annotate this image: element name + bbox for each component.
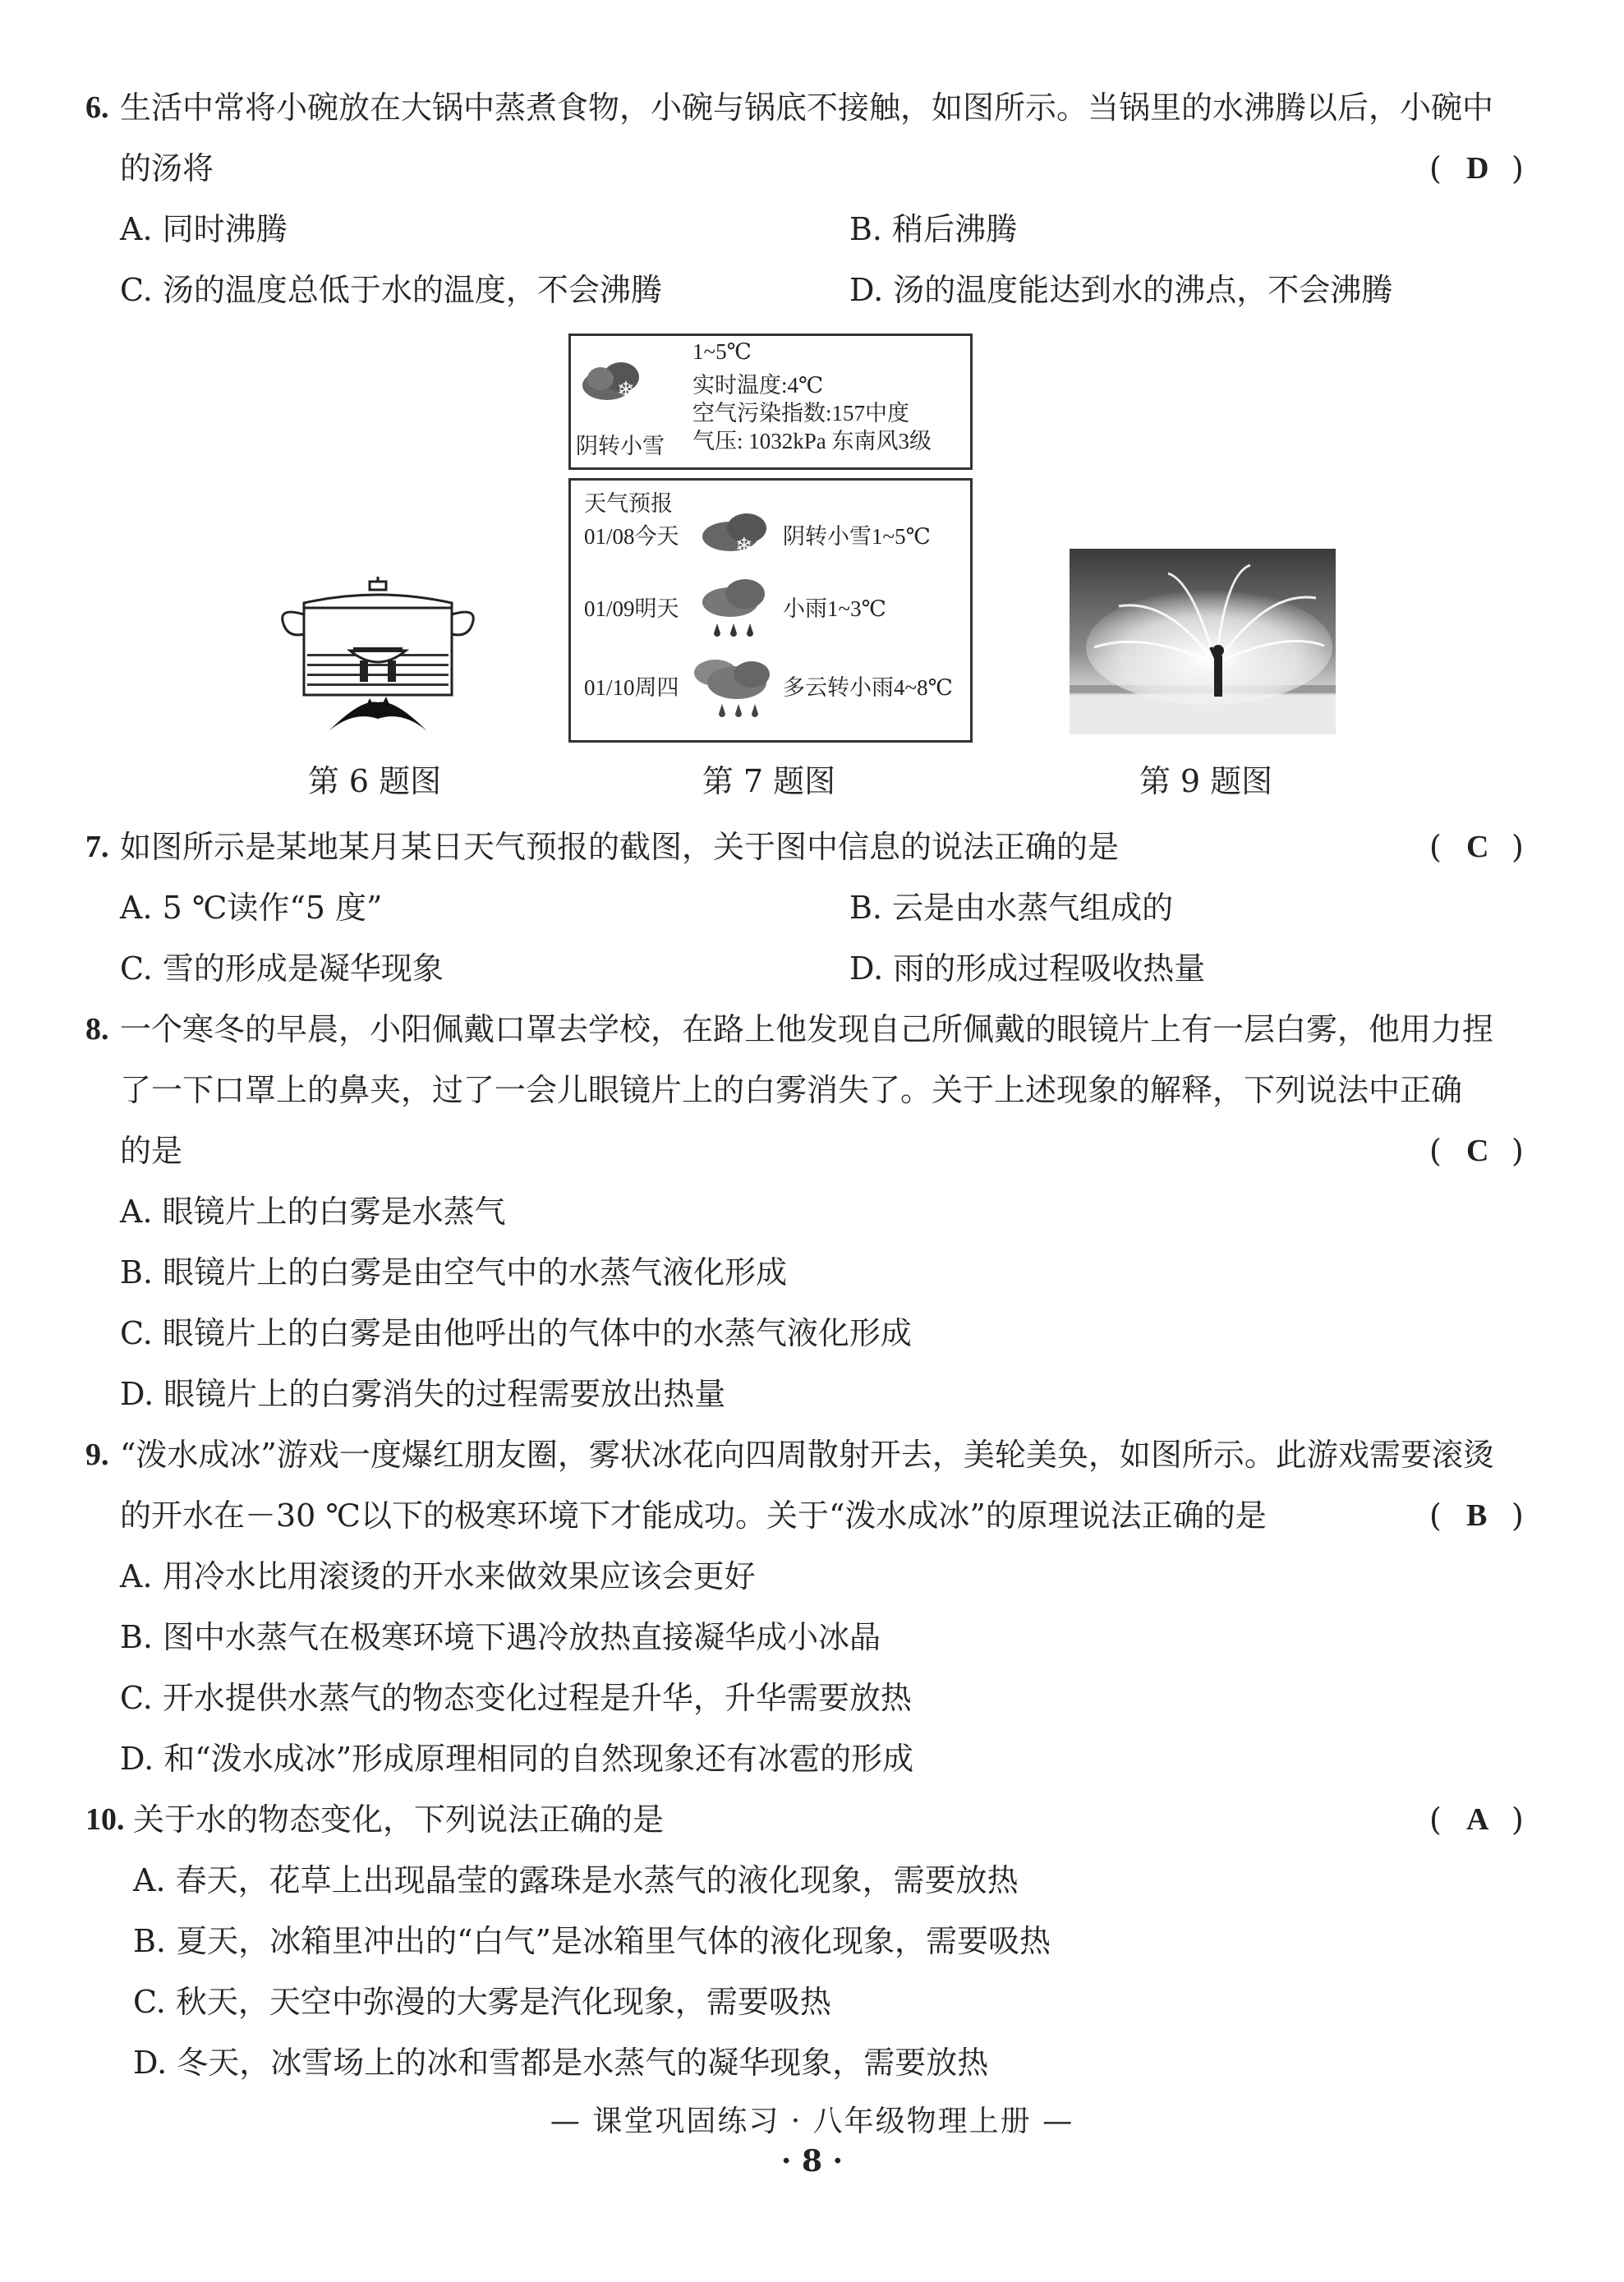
q10-option-d: D. 冬天，冰雪场上的冰和雪都是水蒸气的凝华现象，需要放热 <box>133 2045 989 2081</box>
forecast-title: 天气预报 <box>584 491 673 516</box>
q8-option-row <box>0 1244 1624 1301</box>
q9-number: 9. <box>85 1438 109 1472</box>
q6-number: 6. <box>85 90 109 125</box>
q10-answer: A <box>1466 1802 1489 1837</box>
q9-option-c: C. 开水提供水蒸气的物态变化过程是升华，升华需要放热 <box>120 1680 912 1716</box>
q9-option-d: D. 和“泼水成冰”形成原理相同的自然现象还有冰雹的形成 <box>120 1741 914 1777</box>
q8-answer: C <box>1466 1134 1489 1168</box>
q7-option-d: D. 雨的形成过程吸收热量 <box>849 950 1206 987</box>
q10-option-c: C. 秋天，天空中弥漫的大雾是汽化现象，需要吸热 <box>133 1984 831 2020</box>
q6-options-row2 <box>0 261 1624 319</box>
forecast-date: 01/10周四 <box>584 675 679 700</box>
forecast-desc: 阴转小雪1~5℃ <box>783 524 931 549</box>
weather-condition: 阴转小雪 <box>576 434 665 458</box>
q7-stem: 如图所示是某地某月某日天气预报的截图，关于图中信息的说法正确的是 <box>120 829 1120 865</box>
q8-stem: 一个寒冬的早晨，小阳佩戴口罩去学校，在路上他发现自己所佩戴的眼镜片上有一层白雾，他用力捏 <box>120 1011 1494 1047</box>
q10-option-b: B. 夏天，冰箱里冲出的“白气”是冰箱里气体的液化现象，需要吸热 <box>133 1923 1051 1959</box>
q7-option-b: B. 云是由水蒸气组成的 <box>849 890 1174 926</box>
weather-forecast-panel <box>568 478 973 743</box>
figure-7-caption: 第 7 题图 <box>702 763 836 799</box>
q7-number: 7. <box>85 830 109 864</box>
q9-option-row <box>0 1548 1624 1605</box>
q9-option-row <box>0 1608 1624 1666</box>
q7-option-a: A. 5 ℃读作“5 度” <box>120 890 383 926</box>
pollution-index: 空气污染指数:157中度 <box>692 401 910 426</box>
q8-option-row <box>0 1365 1624 1423</box>
q9-stem-cont: 的开水在－30 ℃以下的极寒环境下才能成功。关于“泼水成冰”的原理说法正确的是 <box>120 1498 1267 1534</box>
q7-answer: C <box>1466 830 1489 864</box>
q9-option-row <box>0 1730 1624 1787</box>
q6-options-row1 <box>0 200 1624 258</box>
forecast-date: 01/08今天 <box>584 524 679 549</box>
forecast-date: 01/09明天 <box>584 596 679 621</box>
q6-option-c: C. 汤的温度总低于水的温度，不会沸腾 <box>120 272 662 308</box>
svg-text:❄: ❄ <box>735 534 753 559</box>
q10-option-row <box>0 1912 1624 1970</box>
realtime-temperature: 实时温度:4℃ <box>692 373 824 398</box>
q6-option-b: B. 稍后沸腾 <box>849 211 1018 247</box>
page-number: · 8 · <box>780 2144 844 2178</box>
q6-line2: 的汤将 ( D ) <box>0 140 1624 197</box>
q7-options-row2 <box>0 940 1624 997</box>
q8-option-a: A. 眼镜片上的白雾是水蒸气 <box>120 1194 506 1230</box>
q7-option-c: C. 雪的形成是凝华现象 <box>120 950 444 987</box>
q8-option-c: C. 眼镜片上的白雾是由他呼出的气体中的水蒸气液化形成 <box>120 1315 912 1351</box>
q10-option-a: A. 春天，花草上出现晶莹的露珠是水蒸气的液化现象，需要放热 <box>133 1862 1019 1898</box>
q7-options-row1 <box>0 879 1624 936</box>
q6-option-d: D. 汤的温度能达到水的沸点，不会沸腾 <box>849 272 1393 308</box>
q6-answer: D <box>1466 151 1489 186</box>
page-footer-title: — 课堂巩固练习 · 八年级物理上册 — <box>550 2105 1074 2138</box>
q8-stem-cont: 了一下口罩上的鼻夹，过了一会儿眼镜片上的白雾消失了。关于上述现象的解释，下列说法中正确 <box>120 1072 1463 1108</box>
q10-option-row <box>0 2034 1624 2091</box>
q9-answer: B <box>1466 1498 1488 1533</box>
q6-option-a: A. 同时沸腾 <box>120 211 288 247</box>
snow-cloud-icon <box>694 505 776 561</box>
q9-option-a: A. 用冷水比用滚烫的开水来做效果应该会更好 <box>120 1558 756 1594</box>
q7-line1: 7. 如图所示是某地某月某日天气预报的截图，关于图中信息的说法正确的是 ( C ) <box>0 818 1624 876</box>
q8-line3: 的是 ( C ) <box>0 1122 1624 1180</box>
rain-cloud-icon <box>694 573 776 646</box>
snow-cloud-icon <box>576 354 650 412</box>
weather-current-panel <box>568 334 973 470</box>
svg-text:❄: ❄ <box>617 378 635 403</box>
figure-6-caption: 第 6 题图 <box>307 763 442 799</box>
air-pressure: 气压: 1032kPa 东南风3级 <box>692 429 932 453</box>
cloudy-rain-icon <box>683 648 781 730</box>
q8-line1 <box>0 1001 1624 1058</box>
q9-option-b: B. 图中水蒸气在极寒环境下遇冷放热直接凝华成小冰晶 <box>120 1619 881 1655</box>
temperature-range: 1~5℃ <box>692 339 752 364</box>
q10-number: 10. <box>85 1802 125 1837</box>
pot-figure <box>271 575 485 739</box>
forecast-desc: 小雨1~3℃ <box>783 596 886 621</box>
q8-option-row <box>0 1304 1624 1362</box>
q8-line2 <box>0 1061 1624 1119</box>
q9-stem: “泼水成冰”游戏一度爆红朋友圈，雾状冰花向四周散射开去，美轮美奂，如图所示。此游戏需要滚烫 <box>120 1437 1494 1473</box>
q8-option-b: B. 眼镜片上的白雾是由空气中的水蒸气液化形成 <box>120 1254 788 1291</box>
q6-stem-cont: 的汤将 <box>120 150 214 186</box>
q9-line1 <box>0 1426 1624 1484</box>
q10-option-row <box>0 1973 1624 2031</box>
q10-line1: 10. 关于水的物态变化，下列说法正确的是 ( A ) <box>0 1791 1624 1848</box>
q10-option-row <box>0 1852 1624 1909</box>
q6-line1 <box>0 79 1624 136</box>
q10-stem: 关于水的物态变化，下列说法正确的是 <box>133 1801 665 1838</box>
q6-stem: 生活中常将小碗放在大锅中蒸煮食物，小碗与锅底不接触，如图所示。当锅里的水沸腾以后，小碗中 <box>120 90 1494 126</box>
q8-stem-end: 的是 <box>120 1133 183 1169</box>
figure-9-caption: 第 9 题图 <box>1139 763 1273 799</box>
forecast-desc: 多云转小雨4~8℃ <box>783 675 953 700</box>
q8-option-row <box>0 1183 1624 1240</box>
water-to-ice-photo <box>1070 549 1336 734</box>
q8-option-d: D. 眼镜片上的白雾消失的过程需要放出热量 <box>120 1376 726 1412</box>
q9-line2: 的开水在－30 ℃以下的极寒环境下才能成功。关于“泼水成冰”的原理说法正确的是 ( B ) <box>0 1487 1624 1544</box>
q8-number: 8. <box>85 1012 109 1047</box>
q9-option-row <box>0 1669 1624 1727</box>
